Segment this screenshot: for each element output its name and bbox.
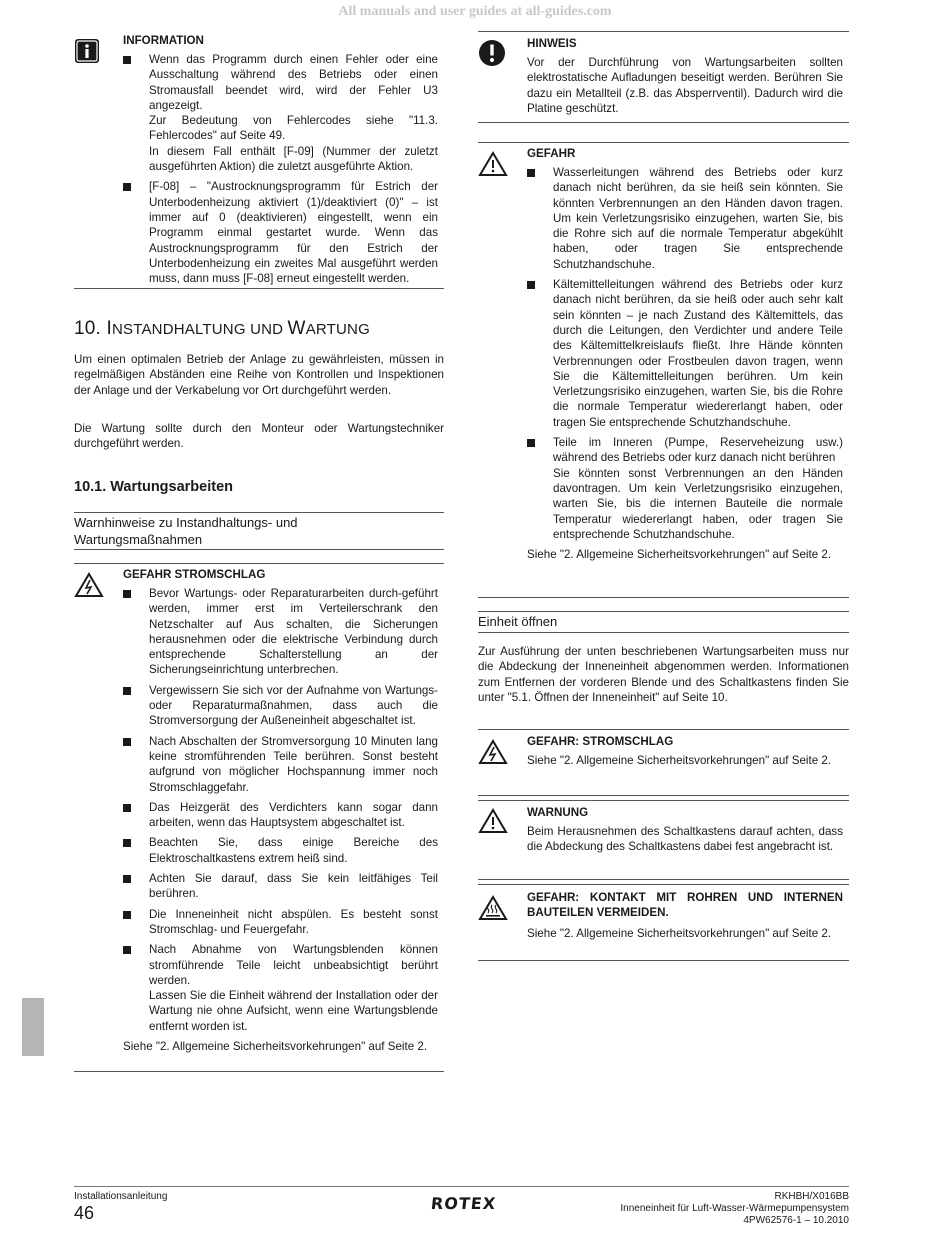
safety-reference: Siehe "2. Allgemeine Sicherheitsvorkehrungen" auf Seite 2. [527,548,832,562]
page-number: 46 [74,1203,95,1223]
bullet-text: Wasserleitungen während des Betriebs oder kurz danach nicht berühren, da sie heiß sein könnten. Sie könnten Verbrennungen an den Händen davon tragen. Um kein Verletzungsrisiko einzugehen, warten Sie, bis die Rohre sich auf die normale Temperatur abgekühlt haben, oder tragen Sie entsprechende Schutzhandschuhe. [553,166,843,271]
electric-shock-bullets [123,586,438,1034]
bullet-square-icon [123,839,131,847]
bullet-text: Vergewissern Sie sich vor der Aufnahme von Wartungs- oder Reparaturmaßnahmen, dass auch die Stromversorgung der Außeneinheit abgeschaltet ist. [149,683,438,728]
divider [478,729,849,730]
intro-paragraph-1: Um einen optimalen Betrieb der Anlage zu gewährleisten, müssen in regelmäßigen Abständen eine Reihe von Kontrollen und Inspektionen der Anlage und der Verkabelung vor Ort durchgeführt werden. [74,353,444,397]
danger-title: GEFAHR [527,147,576,160]
bullet-text: Die Inneneinheit nicht abspülen. Es besteht sonst Stromschlag- und Feuergefahr. [149,907,438,936]
bullet-square-icon [527,281,535,289]
section-number: 10. [74,318,102,339]
divider [478,960,849,961]
exclamation-icon [478,39,508,69]
bullet-text: Kältemittelleitungen während des Betriebs oder kurz danach nicht berühren, da sie heiß oder auch sehr kalt sein könnten – je nach Zustand des Kältemittels, das durch die Leitungen, den Verdichter und andere Teile des Kältemittelkreislaufs fließt. Ihre Hände könnten Verbrennungen oder Frostbeulen davon tragen, wenn Sie die Kältemittelleitungen berühren. Um kein Verletzungsrisiko einzugehen, warten Sie, bis die Rohre die normale Temperatur wiedererlangt haben, oder tragen Sie entsprechende Schutzhandschuhe. [553,278,843,429]
bullet-item [123,942,438,1034]
bullet-square-icon [123,911,131,919]
bullet-square-icon [527,439,535,447]
bullet-square-icon [123,56,131,64]
divider [478,122,849,123]
divider [74,549,444,550]
watermark: All manuals and user guides at all-guides.com [338,4,612,19]
section-heading [74,318,370,340]
divider [478,632,849,633]
divider [478,879,849,880]
notice-body [527,36,843,116]
divider [74,288,444,289]
bullet-square-icon [123,875,131,883]
info-icon [74,38,104,68]
divider [478,800,849,801]
bullet-text: Sie könnten sonst Verbrennungen an den Händen davontragen. Um kein Verletzungsrisiko einzugehen, warten Sie, bis die internen Bauteile die normale Temperatur wiedererlangt haben, oder tragen Sie entsprechende Schutzhandschuhe. [553,466,843,541]
divider [478,31,849,32]
electric-shock-title-2: GEFAHR: STROMSCHLAG [527,735,674,748]
bullet-item [123,586,438,678]
bullet-square-icon [123,590,131,598]
electric-shock-body [123,567,438,1054]
bullet-item [123,179,438,286]
electric-shock-warning-icon [74,572,104,602]
footer-divider [74,1186,849,1187]
bullet-item [527,277,843,430]
bullet-text: Beachten Sie, dass einige Bereiche des Elektroschaltkastens extrem heiß sind. [149,836,438,865]
safety-reference: Siehe "2. Allgemeine Sicherheitsvorkehrungen" auf Seite 2. [123,1040,428,1054]
danger-body [527,146,843,562]
open-unit-heading: Einheit öffnen [478,614,558,629]
warning-text: Beim Herausnehmen des Schaltkastens darauf achten, dass die Abdeckung des Schaltkastens dabei fest angebracht ist. [527,825,843,854]
divider [478,597,849,598]
information-title: INFORMATION [123,34,204,47]
divider [478,884,849,885]
bullet-text: Achten Sie darauf, dass Sie kein leitfähiges Teil berühren. [149,872,438,901]
bullet-text: Das Heizgerät des Verdichters kann sogar dann arbeiten, wenn das Hauptsystem abgeschaltet ist. [149,800,438,830]
notice-title: HINWEIS [527,37,577,50]
footer-doc-id: 4PW62576-1 – 10.2010 [743,1215,849,1226]
bullet-text: Nach Abschalten der Stromversorgung 10 Minuten lang keine stromführenden Teile berühren. Sonst besteht aufgrund von möglicher Hochspannung immer noch Stromschlaggefahr. [149,734,438,794]
warning-body [527,805,843,855]
footer-product: Inneneinheit für Luft-Wasser-Wärmepumpensystem [620,1203,849,1214]
bullet-square-icon [123,946,131,954]
bullet-square-icon [123,183,131,191]
divider [478,611,849,612]
notice-text: Vor der Durchführung von Wartungsarbeiten sollten elektrostatische Aufladungen beseitigt werden. Berühren Sie dazu ein Metallteil (z.B. das Absperrventil). Dadurch wird die Platine geschützt. [527,56,843,115]
bullet-square-icon [527,169,535,177]
bullet-item [527,165,843,272]
warning-triangle-icon [478,808,508,838]
bullet-text: Lassen Sie die Einheit während der Installation oder der Wartung nie ohne Aufsicht, wenn eine Wartungsblende entfernt worden ist. [149,989,438,1033]
divider [478,142,849,143]
divider [74,563,444,564]
footer-model: RKHBH/X016BB [774,1191,849,1202]
bullet-square-icon [123,804,131,812]
subsection-heading: 10.1. Wartungsarbeiten [74,479,234,495]
bullet-item [123,52,438,174]
warnings-subheading: Warnhinweise zu Instandhaltungs- und Wartungsmaßnahmen [74,515,298,547]
bullet-item [123,871,438,902]
bullet-item [123,683,438,729]
bullet-text: Wenn das Programm durch einen Fehler oder eine Ausschaltung während des Betriebs oder einen Stromausfall beendet wird, wird der Fehler U3 angezeigt. [149,53,438,112]
bullet-text: Teile im Inneren (Pumpe, Reserveheizung usw.) während des Betriebs oder kurz danach nicht berühren [553,436,843,465]
safety-reference: Siehe "2. Allgemeine Sicherheitsvorkehrungen" auf Seite 2. [527,754,832,767]
bullet-item [123,835,438,866]
hot-surface-body [527,890,843,941]
section-title: INSTANDHALTUNG UND WARTUNG [106,318,370,339]
footer-doc-type: Installationsanleitung [74,1191,168,1202]
bullet-item [123,734,438,795]
information-bullets [123,52,438,286]
hot-surface-warning-icon [478,895,508,925]
brand-logo: ROTEX [430,1194,498,1213]
bullet-text: [F-08] – "Austrocknungsprogramm für Estrich der Unterbodenheizung aktiviert (1)/deaktiviert (0)" – ist immer auf 0 (deaktivieren) eingestellt, wenn ein Programm einmal gestartet wurde. Wenn das Austrocknungsprogramm für den Estrich der Unterbodenheizung ein zweites Mal ausgeführt werden muss, dann muss [F-08] erneut eingestellt werden. [149,180,438,286]
bullet-text: In diesem Fall enthält [F-09] (Nummer der zuletzt ausgeführten Aktion) die zuletzt ausgeführte Aktion. [149,144,438,174]
bullet-item [123,907,438,938]
bullet-item [123,800,438,831]
open-unit-text: Zur Ausführung der unten beschriebenen Wartungsarbeiten muss nur die Abdeckung der Inneneinheit abgenommen werden. Informationen zum Entfernen der vorderen Blende und des Schaltkastens finden Sie unter "5.1. Öffnen der Inneneinheit" auf Seite 10. [478,645,849,704]
divider [478,795,849,796]
electric-shock-warning-icon [478,739,508,769]
bullet-text: Zur Bedeutung von Fehlercodes siehe "11.3. Fehlercodes" auf Seite 49. [149,114,438,143]
warning-title: WARNUNG [527,806,589,819]
hot-surface-title: GEFAHR: KONTAKT MIT ROHREN UND INTERNEN BAUTEILEN VERMEIDEN. [527,891,843,919]
electric-shock-title: GEFAHR STROMSCHLAG [123,568,266,581]
bullet-text: Bevor Wartungs- oder Reparaturarbeiten durch-geführt werden, immer erst im Verteilerschrank den Netzschalter auf Aus schalten, die Sicherungen herausnehmen oder die elektrische Verbindung durch entsprechende Schalterstellung an der Sicherungseinrichtung unterbrechen. [149,587,438,677]
bullet-square-icon [123,687,131,695]
intro-paragraph-2: Die Wartung sollte durch den Monteur oder Wartungstechniker durchgeführt werden. [74,422,444,451]
divider [74,512,444,513]
safety-reference: Siehe "2. Allgemeine Sicherheitsvorkehrungen" auf Seite 2. [527,927,832,940]
electric-shock-body-2 [527,734,843,768]
warning-triangle-icon [478,151,508,181]
side-tab [22,998,44,1056]
bullet-square-icon [123,738,131,746]
divider [74,1071,444,1072]
bullet-item [527,435,843,542]
danger-bullets [527,165,843,542]
information-body [123,33,438,291]
bullet-text: Nach Abnahme von Wartungsblenden können stromführende Teile leicht unbeabsichtigt berührt werden. [149,943,438,987]
